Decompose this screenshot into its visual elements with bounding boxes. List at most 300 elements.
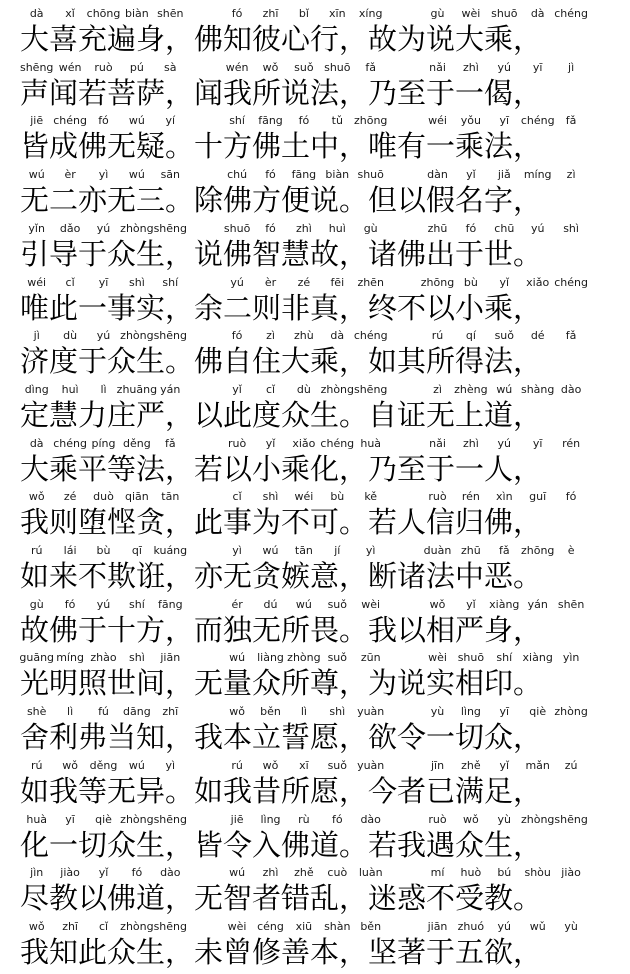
- pinyin-syllable: yī: [532, 60, 543, 74]
- pinyin-syllable: bù: [330, 490, 345, 504]
- hanzi-row: 济度于众生。佛自住大乘，如其所得法，: [20, 344, 543, 379]
- pinyin-syllable: jiào: [60, 866, 80, 880]
- pinyin-syllable: zūn: [360, 651, 381, 665]
- pinyin-syllable: cǐ: [265, 382, 276, 396]
- pinyin-syllable: shēng: [554, 812, 588, 826]
- pinyin-syllable: chéng: [320, 436, 355, 450]
- pinyin-syllable: tān: [294, 544, 313, 557]
- pinyin-syllable: zhào: [90, 651, 117, 665]
- pinyin-syllable: guāng: [19, 651, 55, 665]
- pinyin-syllable: chéng: [53, 436, 87, 450]
- pinyin-syllable: jìn: [30, 866, 44, 880]
- pinyin-syllable: ruò: [227, 436, 247, 450]
- pinyin-syllable: yú: [497, 60, 512, 74]
- pinyin-syllable: shēn: [157, 7, 184, 20]
- pinyin-syllable: jí: [334, 544, 341, 557]
- pinyin-syllable: zhě: [461, 758, 481, 772]
- hanzi-row: 声闻若菩萨，闻我所说法，乃至于一偈，: [20, 75, 543, 110]
- pinyin-syllable: shì: [129, 275, 145, 289]
- pinyin-syllable: ruò: [428, 812, 447, 826]
- pinyin-syllable: yǐ: [265, 436, 276, 450]
- pinyin-syllable: zì: [266, 329, 275, 343]
- pinyin-syllable: yú: [497, 436, 512, 450]
- pinyin-syllable: wèi: [461, 7, 481, 20]
- pinyin-syllable: dù: [296, 382, 311, 396]
- pinyin-syllable: yuàn: [357, 705, 385, 719]
- pinyin-syllable: dào: [160, 866, 181, 880]
- pinyin-syllable: yǐ: [466, 168, 476, 182]
- pinyin-syllable: zhuó: [457, 919, 485, 933]
- pinyin-syllable: shēng: [153, 919, 188, 933]
- pinyin-syllable: wú: [229, 866, 246, 880]
- pinyin-syllable: qí: [465, 329, 476, 343]
- pinyin-syllable: wèi: [361, 597, 381, 611]
- pinyin-syllable: dé: [530, 329, 545, 343]
- pinyin-syllable: shuō: [324, 60, 351, 74]
- pinyin-syllable: zhòng: [287, 651, 321, 665]
- pinyin-syllable: xiǎo: [292, 436, 316, 450]
- verse-line: [20, 813, 620, 867]
- pinyin-syllable: guī: [529, 490, 547, 504]
- pinyin-syllable: yǐ: [466, 597, 476, 611]
- pinyin-syllable: lì: [100, 382, 107, 396]
- pinyin-syllable: yí: [165, 114, 176, 128]
- pinyin-syllable: xīn: [329, 7, 346, 20]
- pinyin-syllable: yù: [430, 705, 445, 719]
- pinyin-syllable: zhòng: [120, 919, 154, 933]
- pinyin-syllable: shēng: [353, 382, 388, 396]
- pinyin-syllable: liàng: [257, 651, 284, 665]
- pinyin-syllable: qī: [131, 544, 142, 557]
- pinyin-syllable: shēng: [153, 812, 188, 826]
- pinyin-syllable: zhòng: [554, 705, 588, 719]
- pinyin-syllable: shuō: [457, 651, 485, 665]
- pinyin-syllable: luàn: [358, 866, 383, 880]
- pinyin-syllable: lìng: [460, 705, 481, 719]
- pinyin-syllable: rú: [30, 758, 43, 772]
- pinyin-syllable: wú: [295, 597, 312, 611]
- pinyin-syllable: suǒ: [327, 597, 348, 611]
- pinyin-syllable: jiān: [427, 919, 448, 933]
- pinyin-syllable: bù: [463, 275, 478, 289]
- pinyin-syllable: zhòng: [520, 812, 555, 826]
- pinyin-syllable: rù: [298, 812, 310, 826]
- pinyin-syllable: dà: [29, 436, 44, 450]
- pinyin-syllable: xī: [299, 758, 309, 772]
- verse-line: [20, 598, 620, 652]
- pinyin-syllable: huì: [61, 382, 79, 396]
- pinyin-syllable: zhì: [462, 436, 479, 450]
- pinyin-syllable: zhù: [294, 329, 314, 343]
- pinyin-syllable: yī: [65, 812, 75, 826]
- pinyin-syllable: dǎo: [59, 221, 81, 235]
- pinyin-syllable: yú: [497, 919, 512, 933]
- verse-line: [20, 759, 620, 813]
- pinyin-syllable: zhì: [462, 60, 479, 74]
- pinyin-syllable: fó: [565, 490, 577, 504]
- pinyin-syllable: míng: [56, 651, 84, 665]
- pinyin-syllable: cǐ: [65, 275, 75, 289]
- pinyin-syllable: pú: [129, 60, 144, 74]
- pinyin-syllable: fó: [465, 221, 477, 235]
- pinyin-syllable: wǒ: [28, 919, 45, 933]
- pinyin-syllable: yú: [530, 221, 545, 235]
- hanzi-row: 尽教以佛道，无智者错乱，迷惑不受教。: [20, 881, 543, 916]
- pinyin-syllable: xìn: [496, 490, 513, 504]
- pinyin-syllable: zé: [297, 275, 311, 289]
- pinyin-syllable: wǒ: [429, 597, 446, 611]
- pinyin-syllable: lì: [300, 705, 307, 719]
- pinyin-syllable: dàn: [427, 168, 448, 182]
- pinyin-syllable: jì: [33, 329, 40, 343]
- hanzi-row: 大喜充遍身，佛知彼心行，故为说大乘，: [20, 22, 543, 56]
- pinyin-syllable: fó: [231, 7, 243, 20]
- pinyin-syllable: zì: [566, 168, 576, 182]
- pinyin-syllable: chū: [494, 221, 515, 235]
- pinyin-syllable: zhòng: [120, 812, 154, 826]
- pinyin-syllable: huò: [460, 866, 482, 880]
- pinyin-syllable: chú: [227, 168, 248, 182]
- pinyin-syllable: míng: [523, 168, 552, 182]
- pinyin-syllable: wǒ: [463, 812, 479, 826]
- pinyin-syllable: suǒ: [327, 758, 348, 772]
- pinyin-syllable: fǎ: [164, 436, 176, 450]
- hanzi-row: 如来不欺诳，亦无贪嫉意，断诸法中恶。: [20, 559, 543, 593]
- pinyin-syllable: huì: [328, 221, 346, 235]
- pinyin-syllable: rén: [461, 490, 480, 504]
- pinyin-syllable: wéi: [428, 114, 447, 128]
- pinyin-syllable: dú: [263, 597, 278, 611]
- pinyin-syllable: shēng: [153, 221, 188, 235]
- pinyin-syllable: zhī: [62, 919, 78, 933]
- pinyin-syllable: cǐ: [232, 490, 242, 504]
- pinyin-syllable: yú: [96, 597, 111, 611]
- pinyin-syllable: shì: [563, 221, 579, 235]
- pinyin-syllable: yán: [527, 597, 548, 611]
- pinyin-syllable: dào: [560, 382, 582, 396]
- pinyin-syllable: biàn: [125, 7, 149, 20]
- verse-line: [20, 651, 620, 705]
- pinyin-syllable: ér: [231, 597, 243, 611]
- verse-line: [20, 222, 620, 276]
- pinyin-syllable: nǎi: [429, 436, 446, 450]
- pinyin-syllable: tān: [161, 490, 180, 504]
- hanzi-row: 光明照世间，无量众所尊，为说实相印。: [20, 666, 543, 701]
- verse-line: [20, 7, 620, 61]
- pinyin-syllable: xǐ: [65, 7, 75, 20]
- pinyin-syllable: shí: [162, 275, 179, 289]
- pinyin-syllable: yì: [165, 758, 176, 772]
- pinyin-syllable: mǎn: [525, 758, 550, 772]
- pinyin-syllable: shòu: [524, 866, 551, 880]
- pinyin-syllable: wú: [496, 382, 513, 396]
- pinyin-syllable: xiǎo: [526, 275, 550, 289]
- pinyin-syllable: fēi: [330, 275, 345, 289]
- pinyin-syllable: fó: [265, 221, 276, 235]
- hanzi-row: 故佛于十方，而独无所畏。我以相严身，: [20, 612, 543, 647]
- pinyin-syllable: shí: [496, 651, 513, 665]
- pinyin-syllable: zé: [63, 490, 77, 504]
- hanzi-row: 唯此一事实，余二则非真，终不以小乘，: [20, 290, 543, 325]
- pinyin-syllable: sà: [164, 60, 177, 74]
- pinyin-syllable: ruò: [94, 60, 113, 74]
- pinyin-syllable: èr: [264, 275, 277, 289]
- pinyin-syllable: děng: [123, 436, 151, 450]
- pinyin-syllable: fó: [331, 812, 343, 826]
- pinyin-syllable: xiàng: [522, 651, 553, 665]
- pinyin-syllable: zhōng: [420, 275, 455, 289]
- pinyin-syllable: bù: [96, 544, 111, 557]
- pinyin-syllable: duò: [93, 490, 114, 504]
- pinyin-syllable: rén: [562, 436, 581, 450]
- pinyin-syllable: yǐn: [28, 221, 45, 235]
- pinyin-syllable: èr: [64, 168, 76, 182]
- pinyin-syllable: zhì: [262, 866, 279, 880]
- pinyin-syllable: fǎ: [498, 544, 510, 557]
- pinyin-syllable: wú: [128, 168, 145, 182]
- pinyin-syllable: fǎ: [565, 329, 577, 343]
- verse-line: [20, 866, 620, 920]
- pinyin-syllable: bú: [497, 866, 512, 880]
- pinyin-syllable: gù: [430, 7, 445, 20]
- pinyin-syllable: shēn: [557, 597, 585, 611]
- pinyin-syllable: bǐ: [298, 7, 309, 20]
- pinyin-syllable: lì: [67, 705, 74, 719]
- pinyin-syllable: zhèng: [454, 382, 488, 396]
- pinyin-syllable: fǎ: [365, 60, 376, 74]
- pinyin-syllable: yú: [96, 329, 111, 343]
- pinyin-syllable: dìng: [24, 382, 49, 396]
- pinyin-syllable: shì: [129, 651, 145, 665]
- pinyin-syllable: fó: [298, 114, 310, 128]
- pinyin-syllable: wú: [128, 758, 145, 772]
- pinyin-syllable: zú: [564, 758, 578, 772]
- pinyin-syllable: ruò: [428, 490, 447, 504]
- pinyin-syllable: wǒ: [229, 705, 245, 719]
- pinyin-syllable: sān: [160, 168, 181, 182]
- pinyin-syllable: kuáng: [153, 544, 188, 557]
- pinyin-syllable: dà: [530, 7, 545, 20]
- pinyin-syllable: fāng: [291, 168, 317, 182]
- pinyin-syllable: duàn: [423, 544, 452, 557]
- verse-line: [20, 168, 620, 222]
- verse-line: [20, 276, 620, 330]
- pinyin-syllable: yì: [232, 544, 242, 557]
- pinyin-syllable: tǔ: [331, 114, 343, 128]
- pinyin-syllable: dù: [63, 329, 78, 343]
- pinyin-syllable: shí: [229, 114, 245, 128]
- pinyin-syllable: fó: [265, 168, 276, 182]
- pinyin-syllable: jiān: [160, 651, 181, 665]
- pinyin-syllable: zì: [433, 382, 442, 396]
- pinyin-syllable: gù: [363, 221, 378, 235]
- pinyin-syllable: wǒ: [62, 758, 78, 772]
- pinyin-syllable: fó: [231, 329, 243, 343]
- verse-line: [20, 329, 620, 383]
- pinyin-syllable: gù: [29, 597, 44, 611]
- pinyin-syllable: yìn: [562, 651, 580, 665]
- pinyin-syllable: yì: [98, 168, 109, 182]
- pinyin-syllable: jiǎ: [497, 168, 511, 182]
- pinyin-syllable: zhī: [162, 705, 179, 719]
- verse-line: [20, 490, 620, 544]
- pinyin-syllable: shí: [129, 597, 145, 611]
- hanzi-row: 化一切众生，皆令入佛道。若我遇众生，: [20, 827, 543, 862]
- pinyin-syllable: dāng: [123, 705, 151, 719]
- pinyin-syllable: wú: [128, 114, 145, 128]
- pinyin-syllable: chéng: [353, 329, 388, 343]
- pinyin-syllable: fó: [64, 597, 76, 611]
- pinyin-syllable: yán: [160, 382, 181, 396]
- pinyin-syllable: jiē: [230, 812, 244, 826]
- pinyin-syllable: zhēn: [357, 275, 384, 289]
- pinyin-syllable: yuàn: [357, 758, 385, 772]
- hanzi-row: 定慧力庄严，以此度众生。自证无上道，: [20, 397, 543, 432]
- pinyin-syllable: wéi: [27, 275, 47, 289]
- pinyin-syllable: xíng: [358, 7, 383, 20]
- pinyin-syllable: jì: [568, 60, 575, 74]
- pinyin-syllable: yǐ: [499, 758, 510, 772]
- pinyin-syllable: yǐ: [232, 382, 242, 396]
- pinyin-syllable: shàn: [324, 919, 351, 933]
- pinyin-syllable: yù: [564, 919, 578, 933]
- pinyin-syllable: shēng: [19, 60, 54, 74]
- pinyin-syllable: shuō: [223, 221, 251, 235]
- pinyin-syllable: suǒ: [327, 651, 348, 665]
- pinyin-syllable: dà: [29, 7, 44, 20]
- pinyin-syllable: zhòng: [120, 221, 154, 235]
- hanzi-row: 大乘平等法，若以小乘化，乃至于一人，: [20, 451, 543, 486]
- pinyin-syllable: yì: [365, 544, 376, 557]
- pinyin-syllable: jiào: [561, 866, 581, 880]
- pinyin-syllable: zhòng: [320, 382, 355, 396]
- pinyin-syllable: yī: [532, 436, 543, 450]
- verse-line: [20, 544, 620, 598]
- pinyin-syllable: yǐ: [499, 275, 510, 289]
- pinyin-syllable: zhōng: [353, 114, 388, 128]
- pinyin-syllable: fó: [131, 866, 143, 880]
- pinyin-syllable: fó: [98, 114, 109, 128]
- pinyin-syllable: mí: [430, 866, 445, 880]
- verse-line: [20, 61, 620, 115]
- pinyin-syllable: shè: [26, 705, 47, 719]
- verse-line: [20, 383, 620, 437]
- pinyin-syllable: dà: [330, 329, 345, 343]
- pinyin-syllable: qiè: [529, 705, 547, 719]
- pinyin-syllable: běn: [360, 919, 382, 933]
- pinyin-syllable: xiū: [295, 919, 313, 933]
- pinyin-syllable: chéng: [520, 114, 555, 128]
- pinyin-syllable: chōng: [86, 7, 121, 20]
- pinyin-syllable: shuō: [357, 168, 384, 182]
- pinyin-syllable: wèi: [227, 919, 247, 933]
- pinyin-syllable: zhōng: [520, 544, 555, 557]
- hanzi-row: 我知此众生，未曾修善本，坚著于五欲，: [20, 934, 543, 969]
- pinyin-syllable: zhě: [294, 866, 314, 880]
- pinyin-syllable: yǒu: [460, 114, 481, 128]
- verse-line: [20, 437, 620, 491]
- pinyin-syllable: wú: [28, 168, 45, 182]
- pinyin-syllable: rú: [431, 329, 444, 343]
- pinyin-syllable: wǒ: [262, 60, 279, 74]
- pinyin-syllable: fú: [98, 705, 109, 719]
- pinyin-syllable: fāng: [158, 597, 183, 611]
- pinyin-syllable: fāng: [258, 114, 283, 128]
- hanzi-row: 引导于众生，说佛智慧故，诸佛出于世。: [20, 236, 543, 271]
- pinyin-syllable: shì: [329, 705, 346, 719]
- pinyin-syllable: rú: [231, 758, 243, 772]
- pinyin-syllable: yī: [98, 275, 109, 289]
- hanzi-row: 无二亦无三。除佛方便说。但以假名字，: [20, 183, 543, 218]
- pinyin-syllable: yú: [96, 221, 111, 235]
- pinyin-syllable: yǐ: [98, 866, 109, 880]
- pinyin-syllable: shàng: [520, 382, 555, 396]
- pinyin-syllable: lái: [63, 544, 77, 557]
- pinyin-syllable: cǐ: [98, 919, 109, 933]
- pinyin-syllable: wén: [225, 60, 249, 74]
- pinyin-syllable: wéi: [294, 490, 314, 504]
- pinyin-syllable: shuō: [491, 7, 518, 20]
- hanzi-row: 舍利弗当知，我本立誓愿，欲令一切众，: [20, 720, 543, 755]
- hanzi-row: 皆成佛无疑。十方佛土中，唯有一乘法，: [20, 129, 543, 164]
- pinyin-syllable: rú: [30, 544, 43, 557]
- pinyin-syllable: huà: [360, 436, 382, 450]
- pinyin-syllable: wǔ: [529, 919, 546, 933]
- pinyin-syllable: yú: [230, 275, 244, 289]
- pinyin-syllable: yī: [499, 705, 510, 719]
- pinyin-syllable: wǒ: [262, 758, 279, 772]
- pinyin-syllable: lìng: [260, 812, 281, 826]
- pinyin-syllable: wèi: [428, 651, 447, 665]
- pinyin-syllable: píng: [91, 436, 116, 450]
- hanzi-row: 我则堕悭贪，此事为不可。若人信归佛，: [20, 505, 543, 540]
- pinyin-syllable: fǎ: [565, 114, 577, 128]
- pinyin-syllable: zhū: [427, 221, 448, 235]
- pinyin-syllable: zhī: [262, 7, 279, 20]
- pinyin-syllable: wú: [229, 651, 246, 665]
- pinyin-syllable: jiē: [30, 114, 44, 128]
- pinyin-syllable: děng: [89, 758, 118, 772]
- hanzi-row: 如我等无异。如我昔所愿，今者已满足，: [20, 773, 543, 808]
- pinyin-syllable: suǒ: [494, 329, 515, 343]
- pinyin-syllable: běn: [260, 705, 281, 719]
- pinyin-syllable: cuò: [327, 866, 348, 880]
- pinyin-syllable: huà: [26, 812, 48, 826]
- verse-line: [20, 705, 620, 759]
- pinyin-syllable: jīn: [430, 758, 445, 772]
- pinyin-syllable: nǎi: [429, 60, 446, 74]
- pinyin-syllable: chéng: [53, 114, 87, 128]
- pinyin-syllable: dào: [360, 812, 381, 826]
- pinyin-syllable: yù: [497, 812, 512, 826]
- pinyin-syllable: chéng: [554, 275, 588, 289]
- pinyin-syllable: chéng: [554, 7, 588, 20]
- pinyin-syllable: zhuāng: [116, 382, 158, 396]
- pinyin-syllable: yī: [499, 114, 510, 128]
- pinyin-syllable: xiàng: [489, 597, 520, 611]
- pinyin-syllable: zhì: [295, 221, 312, 235]
- verse-line: [20, 114, 620, 168]
- pinyin-syllable: wén: [58, 60, 82, 74]
- pinyin-syllable: shēng: [153, 329, 188, 343]
- pinyin-syllable: wú: [262, 544, 279, 557]
- pinyin-syllable: zhòng: [120, 329, 154, 343]
- pinyin-syllable: qiān: [125, 490, 149, 504]
- pinyin-syllable: wǒ: [28, 490, 45, 504]
- pinyin-syllable: biàn: [325, 168, 350, 182]
- pinyin-syllable: kě: [364, 490, 378, 504]
- pinyin-syllable: céng: [257, 919, 284, 933]
